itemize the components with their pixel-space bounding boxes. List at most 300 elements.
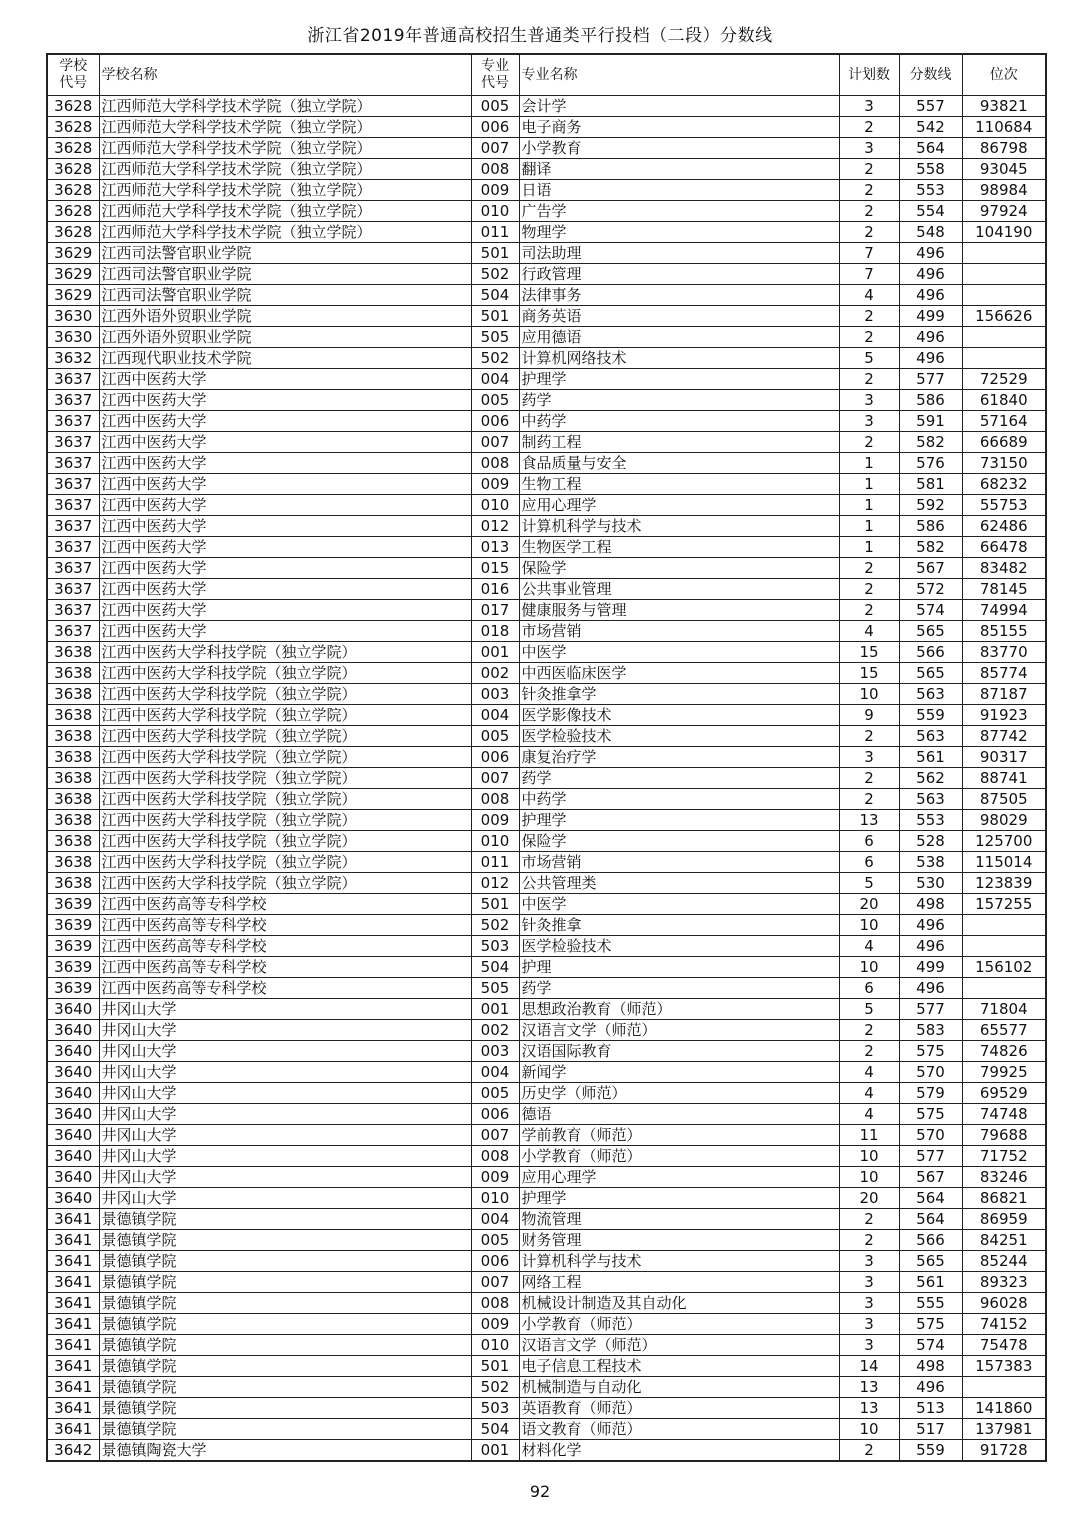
plan-cell: 4 bbox=[839, 1104, 899, 1125]
score-cell: 582 bbox=[899, 432, 962, 453]
school-code-cell: 3641 bbox=[47, 1398, 99, 1419]
school-code-cell: 3638 bbox=[47, 831, 99, 852]
rank-cell: 104190 bbox=[962, 222, 1046, 243]
header-school-name: 学校名称 bbox=[99, 54, 471, 96]
school-code-cell: 3640 bbox=[47, 1125, 99, 1146]
plan-cell: 4 bbox=[839, 621, 899, 642]
major-code-cell: 007 bbox=[471, 1125, 519, 1146]
school-name-cell: 景德镇学院 bbox=[99, 1293, 471, 1314]
major-code-cell: 504 bbox=[471, 285, 519, 306]
major-name-cell: 制药工程 bbox=[519, 432, 839, 453]
major-code-cell: 012 bbox=[471, 516, 519, 537]
school-name-cell: 井冈山大学 bbox=[99, 1188, 471, 1209]
major-code-cell: 008 bbox=[471, 789, 519, 810]
score-cell: 577 bbox=[899, 369, 962, 390]
major-code-cell: 004 bbox=[471, 1209, 519, 1230]
table-row bbox=[47, 894, 1046, 915]
major-name-cell: 计算机科学与技术 bbox=[519, 516, 839, 537]
school-name-cell: 井冈山大学 bbox=[99, 999, 471, 1020]
major-code-cell: 007 bbox=[471, 1272, 519, 1293]
rank-cell: 85774 bbox=[962, 663, 1046, 684]
rank-cell: 83482 bbox=[962, 558, 1046, 579]
plan-cell: 10 bbox=[839, 1146, 899, 1167]
major-code-cell: 008 bbox=[471, 159, 519, 180]
table-row bbox=[47, 348, 1046, 369]
major-code-cell: 005 bbox=[471, 1083, 519, 1104]
plan-cell: 9 bbox=[839, 705, 899, 726]
major-code-cell: 006 bbox=[471, 411, 519, 432]
rank-cell: 93045 bbox=[962, 159, 1046, 180]
table-row bbox=[47, 516, 1046, 537]
score-cell: 564 bbox=[899, 138, 962, 159]
school-code-cell: 3637 bbox=[47, 600, 99, 621]
score-cell: 591 bbox=[899, 411, 962, 432]
rank-cell: 86798 bbox=[962, 138, 1046, 159]
school-code-cell: 3638 bbox=[47, 684, 99, 705]
score-cell: 517 bbox=[899, 1419, 962, 1440]
school-code-cell: 3638 bbox=[47, 789, 99, 810]
school-name-cell: 江西中医药大学科技学院（独立学院） bbox=[99, 852, 471, 873]
rank-cell: 73150 bbox=[962, 453, 1046, 474]
rank-cell: 93821 bbox=[962, 96, 1046, 117]
major-name-cell: 中西医临床医学 bbox=[519, 663, 839, 684]
table-row bbox=[47, 1209, 1046, 1230]
score-cell: 561 bbox=[899, 1272, 962, 1293]
major-code-cell: 011 bbox=[471, 222, 519, 243]
major-name-cell: 汉语言文学（师范） bbox=[519, 1020, 839, 1041]
score-cell: 496 bbox=[899, 348, 962, 369]
rank-cell: 98984 bbox=[962, 180, 1046, 201]
school-code-cell: 3639 bbox=[47, 957, 99, 978]
major-name-cell: 电子商务 bbox=[519, 117, 839, 138]
plan-cell: 2 bbox=[839, 327, 899, 348]
school-code-cell: 3641 bbox=[47, 1419, 99, 1440]
page-number: 92 bbox=[529, 1482, 551, 1501]
major-name-cell: 公共管理类 bbox=[519, 873, 839, 894]
school-name-cell: 井冈山大学 bbox=[99, 1062, 471, 1083]
score-cell: 499 bbox=[899, 306, 962, 327]
school-code-cell: 3641 bbox=[47, 1230, 99, 1251]
plan-cell: 3 bbox=[839, 96, 899, 117]
major-code-cell: 017 bbox=[471, 600, 519, 621]
major-code-cell: 008 bbox=[471, 1146, 519, 1167]
score-cell: 538 bbox=[899, 852, 962, 873]
major-name-cell: 物流管理 bbox=[519, 1209, 839, 1230]
table-row bbox=[47, 411, 1046, 432]
school-name-cell: 景德镇学院 bbox=[99, 1335, 471, 1356]
score-cell: 592 bbox=[899, 495, 962, 516]
major-name-cell: 材料化学 bbox=[519, 1440, 839, 1462]
rank-cell: 86821 bbox=[962, 1188, 1046, 1209]
rank-cell bbox=[962, 285, 1046, 306]
school-code-cell: 3637 bbox=[47, 369, 99, 390]
plan-cell: 13 bbox=[839, 1377, 899, 1398]
score-cell: 570 bbox=[899, 1062, 962, 1083]
score-cell: 564 bbox=[899, 1188, 962, 1209]
plan-cell: 2 bbox=[839, 768, 899, 789]
score-cell: 558 bbox=[899, 159, 962, 180]
score-cell: 574 bbox=[899, 600, 962, 621]
plan-cell: 1 bbox=[839, 453, 899, 474]
rank-cell: 91728 bbox=[962, 1440, 1046, 1462]
school-code-cell: 3629 bbox=[47, 264, 99, 285]
major-name-cell: 语文教育（师范） bbox=[519, 1419, 839, 1440]
major-code-cell: 009 bbox=[471, 180, 519, 201]
score-cell: 496 bbox=[899, 264, 962, 285]
major-name-cell: 日语 bbox=[519, 180, 839, 201]
school-name-cell: 江西中医药大学科技学院（独立学院） bbox=[99, 768, 471, 789]
score-cell: 564 bbox=[899, 1209, 962, 1230]
plan-cell: 2 bbox=[839, 789, 899, 810]
score-cell: 559 bbox=[899, 705, 962, 726]
plan-cell: 4 bbox=[839, 1083, 899, 1104]
plan-cell: 2 bbox=[839, 369, 899, 390]
plan-cell: 5 bbox=[839, 999, 899, 1020]
header-school-code: 学校 代号 bbox=[47, 54, 99, 96]
rank-cell: 66689 bbox=[962, 432, 1046, 453]
table-row bbox=[47, 495, 1046, 516]
rank-cell bbox=[962, 327, 1046, 348]
school-code-cell: 3637 bbox=[47, 579, 99, 600]
plan-cell: 3 bbox=[839, 138, 899, 159]
major-name-cell: 物理学 bbox=[519, 222, 839, 243]
school-name-cell: 景德镇学院 bbox=[99, 1398, 471, 1419]
plan-cell: 4 bbox=[839, 285, 899, 306]
major-code-cell: 003 bbox=[471, 1041, 519, 1062]
score-cell: 499 bbox=[899, 957, 962, 978]
header-score: 分数线 bbox=[899, 54, 962, 96]
school-code-cell: 3639 bbox=[47, 936, 99, 957]
major-code-cell: 008 bbox=[471, 1293, 519, 1314]
major-code-cell: 504 bbox=[471, 957, 519, 978]
plan-cell: 15 bbox=[839, 642, 899, 663]
school-code-cell: 3637 bbox=[47, 474, 99, 495]
plan-cell: 2 bbox=[839, 1020, 899, 1041]
rank-cell: 74994 bbox=[962, 600, 1046, 621]
plan-cell: 10 bbox=[839, 684, 899, 705]
school-code-cell: 3638 bbox=[47, 852, 99, 873]
school-name-cell: 江西中医药大学 bbox=[99, 537, 471, 558]
rank-cell: 65577 bbox=[962, 1020, 1046, 1041]
rank-cell: 78145 bbox=[962, 579, 1046, 600]
rank-cell: 125700 bbox=[962, 831, 1046, 852]
rank-cell: 87505 bbox=[962, 789, 1046, 810]
major-name-cell: 应用心理学 bbox=[519, 495, 839, 516]
header-rank: 位次 bbox=[962, 54, 1046, 96]
school-code-cell: 3638 bbox=[47, 642, 99, 663]
plan-cell: 15 bbox=[839, 663, 899, 684]
plan-cell: 13 bbox=[839, 810, 899, 831]
score-cell: 563 bbox=[899, 726, 962, 747]
table-row bbox=[47, 159, 1046, 180]
score-cell: 576 bbox=[899, 453, 962, 474]
major-name-cell: 小学教育 bbox=[519, 138, 839, 159]
score-cell: 553 bbox=[899, 810, 962, 831]
major-code-cell: 001 bbox=[471, 642, 519, 663]
school-name-cell: 江西师范大学科学技术学院（独立学院） bbox=[99, 201, 471, 222]
school-name-cell: 江西中医药高等专科学校 bbox=[99, 936, 471, 957]
score-cell: 542 bbox=[899, 117, 962, 138]
rank-cell: 157255 bbox=[962, 894, 1046, 915]
major-code-cell: 503 bbox=[471, 936, 519, 957]
major-code-cell: 007 bbox=[471, 138, 519, 159]
major-name-cell: 德语 bbox=[519, 1104, 839, 1125]
score-cell: 563 bbox=[899, 789, 962, 810]
rank-cell: 66478 bbox=[962, 537, 1046, 558]
table-row bbox=[47, 1251, 1046, 1272]
school-code-cell: 3637 bbox=[47, 453, 99, 474]
major-code-cell: 010 bbox=[471, 201, 519, 222]
rank-cell: 88741 bbox=[962, 768, 1046, 789]
school-code-cell: 3640 bbox=[47, 1083, 99, 1104]
school-code-cell: 3638 bbox=[47, 768, 99, 789]
plan-cell: 1 bbox=[839, 474, 899, 495]
table-row bbox=[47, 1398, 1046, 1419]
major-code-cell: 505 bbox=[471, 978, 519, 999]
rank-cell: 97924 bbox=[962, 201, 1046, 222]
table-row bbox=[47, 222, 1046, 243]
rank-cell: 79925 bbox=[962, 1062, 1046, 1083]
school-name-cell: 江西师范大学科学技术学院（独立学院） bbox=[99, 180, 471, 201]
major-name-cell: 健康服务与管理 bbox=[519, 600, 839, 621]
plan-cell: 11 bbox=[839, 1125, 899, 1146]
header-major-code: 专业 代号 bbox=[471, 54, 519, 96]
major-code-cell: 012 bbox=[471, 873, 519, 894]
major-code-cell: 010 bbox=[471, 495, 519, 516]
score-cell: 566 bbox=[899, 642, 962, 663]
school-name-cell: 景德镇学院 bbox=[99, 1419, 471, 1440]
table-row bbox=[47, 1335, 1046, 1356]
school-code-cell: 3639 bbox=[47, 894, 99, 915]
school-name-cell: 景德镇学院 bbox=[99, 1230, 471, 1251]
score-cell: 575 bbox=[899, 1314, 962, 1335]
major-name-cell: 翻译 bbox=[519, 159, 839, 180]
table-row bbox=[47, 810, 1046, 831]
school-name-cell: 江西中医药大学科技学院（独立学院） bbox=[99, 726, 471, 747]
rank-cell: 110684 bbox=[962, 117, 1046, 138]
table-row bbox=[47, 999, 1046, 1020]
major-code-cell: 009 bbox=[471, 1167, 519, 1188]
school-code-cell: 3640 bbox=[47, 1062, 99, 1083]
table-row bbox=[47, 1377, 1046, 1398]
school-name-cell: 井冈山大学 bbox=[99, 1167, 471, 1188]
rank-cell: 87742 bbox=[962, 726, 1046, 747]
score-cell: 554 bbox=[899, 201, 962, 222]
rank-cell: 89323 bbox=[962, 1272, 1046, 1293]
school-code-cell: 3641 bbox=[47, 1377, 99, 1398]
score-cell: 496 bbox=[899, 1377, 962, 1398]
school-code-cell: 3630 bbox=[47, 327, 99, 348]
school-code-cell: 3628 bbox=[47, 138, 99, 159]
table-row bbox=[47, 600, 1046, 621]
major-name-cell: 生物工程 bbox=[519, 474, 839, 495]
school-code-cell: 3638 bbox=[47, 663, 99, 684]
major-code-cell: 010 bbox=[471, 1188, 519, 1209]
table-row bbox=[47, 852, 1046, 873]
major-name-cell: 针灸推拿 bbox=[519, 915, 839, 936]
major-code-cell: 502 bbox=[471, 915, 519, 936]
table-row bbox=[47, 978, 1046, 999]
table-row bbox=[47, 306, 1046, 327]
school-name-cell: 江西中医药大学 bbox=[99, 453, 471, 474]
header-row bbox=[47, 54, 1046, 96]
school-code-cell: 3640 bbox=[47, 1188, 99, 1209]
school-name-cell: 江西中医药大学 bbox=[99, 516, 471, 537]
major-name-cell: 行政管理 bbox=[519, 264, 839, 285]
rank-cell: 74152 bbox=[962, 1314, 1046, 1335]
table-row bbox=[47, 705, 1046, 726]
major-code-cell: 006 bbox=[471, 1104, 519, 1125]
school-code-cell: 3632 bbox=[47, 348, 99, 369]
school-name-cell: 江西师范大学科学技术学院（独立学院） bbox=[99, 96, 471, 117]
major-code-cell: 007 bbox=[471, 768, 519, 789]
table-row bbox=[47, 180, 1046, 201]
plan-cell: 2 bbox=[839, 306, 899, 327]
rank-cell: 74748 bbox=[962, 1104, 1046, 1125]
plan-cell: 3 bbox=[839, 1335, 899, 1356]
plan-cell: 5 bbox=[839, 348, 899, 369]
score-cell: 498 bbox=[899, 1356, 962, 1377]
major-name-cell: 公共事业管理 bbox=[519, 579, 839, 600]
table-row bbox=[47, 1356, 1046, 1377]
school-name-cell: 江西中医药高等专科学校 bbox=[99, 957, 471, 978]
rank-cell bbox=[962, 915, 1046, 936]
school-code-cell: 3638 bbox=[47, 747, 99, 768]
plan-cell: 3 bbox=[839, 1272, 899, 1293]
major-name-cell: 英语教育（师范） bbox=[519, 1398, 839, 1419]
table-row bbox=[47, 1440, 1046, 1462]
rank-cell: 79688 bbox=[962, 1125, 1046, 1146]
plan-cell: 3 bbox=[839, 1293, 899, 1314]
score-cell: 583 bbox=[899, 1020, 962, 1041]
rank-cell: 85155 bbox=[962, 621, 1046, 642]
school-name-cell: 江西现代职业技术学院 bbox=[99, 348, 471, 369]
plan-cell: 2 bbox=[839, 201, 899, 222]
school-code-cell: 3640 bbox=[47, 1041, 99, 1062]
school-code-cell: 3641 bbox=[47, 1209, 99, 1230]
major-code-cell: 006 bbox=[471, 747, 519, 768]
plan-cell: 10 bbox=[839, 957, 899, 978]
table-row bbox=[47, 390, 1046, 411]
major-name-cell: 小学教育（师范） bbox=[519, 1146, 839, 1167]
rank-cell: 83770 bbox=[962, 642, 1046, 663]
school-name-cell: 江西中医药高等专科学校 bbox=[99, 978, 471, 999]
school-name-cell: 景德镇学院 bbox=[99, 1251, 471, 1272]
plan-cell: 1 bbox=[839, 516, 899, 537]
rank-cell: 90317 bbox=[962, 747, 1046, 768]
plan-cell: 4 bbox=[839, 1062, 899, 1083]
major-name-cell: 医学检验技术 bbox=[519, 936, 839, 957]
table-row bbox=[47, 1041, 1046, 1062]
major-code-cell: 003 bbox=[471, 684, 519, 705]
school-name-cell: 景德镇学院 bbox=[99, 1209, 471, 1230]
major-name-cell: 医学影像技术 bbox=[519, 705, 839, 726]
school-name-cell: 江西中医药大学科技学院（独立学院） bbox=[99, 663, 471, 684]
school-name-cell: 江西师范大学科学技术学院（独立学院） bbox=[99, 138, 471, 159]
plan-cell: 10 bbox=[839, 915, 899, 936]
admission-score-table bbox=[46, 53, 1047, 1462]
major-name-cell: 司法助理 bbox=[519, 243, 839, 264]
table-row bbox=[47, 474, 1046, 495]
major-name-cell: 网络工程 bbox=[519, 1272, 839, 1293]
major-name-cell: 中药学 bbox=[519, 411, 839, 432]
school-code-cell: 3640 bbox=[47, 1104, 99, 1125]
major-name-cell: 思想政治教育（师范） bbox=[519, 999, 839, 1020]
school-code-cell: 3641 bbox=[47, 1335, 99, 1356]
major-name-cell: 中医学 bbox=[519, 642, 839, 663]
school-name-cell: 景德镇学院 bbox=[99, 1272, 471, 1293]
major-name-cell: 汉语言文学（师范） bbox=[519, 1335, 839, 1356]
table-row bbox=[47, 1419, 1046, 1440]
school-name-cell: 景德镇学院 bbox=[99, 1314, 471, 1335]
table-row bbox=[47, 621, 1046, 642]
page-title: 浙江省2019年普通高校招生普通类平行投档（二段）分数线 bbox=[307, 26, 773, 46]
major-code-cell: 008 bbox=[471, 453, 519, 474]
major-name-cell: 市场营销 bbox=[519, 621, 839, 642]
rank-cell: 98029 bbox=[962, 810, 1046, 831]
score-cell: 553 bbox=[899, 180, 962, 201]
major-name-cell: 法律事务 bbox=[519, 285, 839, 306]
score-cell: 581 bbox=[899, 474, 962, 495]
school-code-cell: 3637 bbox=[47, 390, 99, 411]
plan-cell: 2 bbox=[839, 1440, 899, 1462]
major-code-cell: 007 bbox=[471, 432, 519, 453]
plan-cell: 2 bbox=[839, 558, 899, 579]
school-code-cell: 3641 bbox=[47, 1293, 99, 1314]
table-row bbox=[47, 726, 1046, 747]
major-code-cell: 001 bbox=[471, 999, 519, 1020]
rank-cell bbox=[962, 936, 1046, 957]
table-row bbox=[47, 537, 1046, 558]
plan-cell: 1 bbox=[839, 537, 899, 558]
school-name-cell: 江西中医药高等专科学校 bbox=[99, 894, 471, 915]
plan-cell: 3 bbox=[839, 1314, 899, 1335]
major-name-cell: 商务英语 bbox=[519, 306, 839, 327]
school-code-cell: 3628 bbox=[47, 117, 99, 138]
major-name-cell: 药学 bbox=[519, 390, 839, 411]
school-code-cell: 3637 bbox=[47, 495, 99, 516]
rank-cell: 84251 bbox=[962, 1230, 1046, 1251]
plan-cell: 2 bbox=[839, 432, 899, 453]
major-name-cell: 应用心理学 bbox=[519, 1167, 839, 1188]
school-name-cell: 江西中医药大学科技学院（独立学院） bbox=[99, 810, 471, 831]
major-code-cell: 004 bbox=[471, 1062, 519, 1083]
major-code-cell: 504 bbox=[471, 1419, 519, 1440]
rank-cell: 96028 bbox=[962, 1293, 1046, 1314]
score-cell: 563 bbox=[899, 684, 962, 705]
major-code-cell: 004 bbox=[471, 705, 519, 726]
major-code-cell: 002 bbox=[471, 663, 519, 684]
school-name-cell: 江西中医药大学科技学院（独立学院） bbox=[99, 789, 471, 810]
major-code-cell: 009 bbox=[471, 474, 519, 495]
table-row bbox=[47, 243, 1046, 264]
table-row bbox=[47, 369, 1046, 390]
plan-cell: 2 bbox=[839, 579, 899, 600]
rank-cell: 87187 bbox=[962, 684, 1046, 705]
score-cell: 577 bbox=[899, 999, 962, 1020]
major-name-cell: 针灸推拿学 bbox=[519, 684, 839, 705]
school-code-cell: 3630 bbox=[47, 306, 99, 327]
school-name-cell: 江西中医药大学 bbox=[99, 390, 471, 411]
plan-cell: 5 bbox=[839, 873, 899, 894]
major-name-cell: 市场营销 bbox=[519, 852, 839, 873]
plan-cell: 7 bbox=[839, 243, 899, 264]
rank-cell: 123839 bbox=[962, 873, 1046, 894]
score-cell: 565 bbox=[899, 621, 962, 642]
school-name-cell: 井冈山大学 bbox=[99, 1125, 471, 1146]
school-name-cell: 江西中医药大学科技学院（独立学院） bbox=[99, 642, 471, 663]
rank-cell: 86959 bbox=[962, 1209, 1046, 1230]
